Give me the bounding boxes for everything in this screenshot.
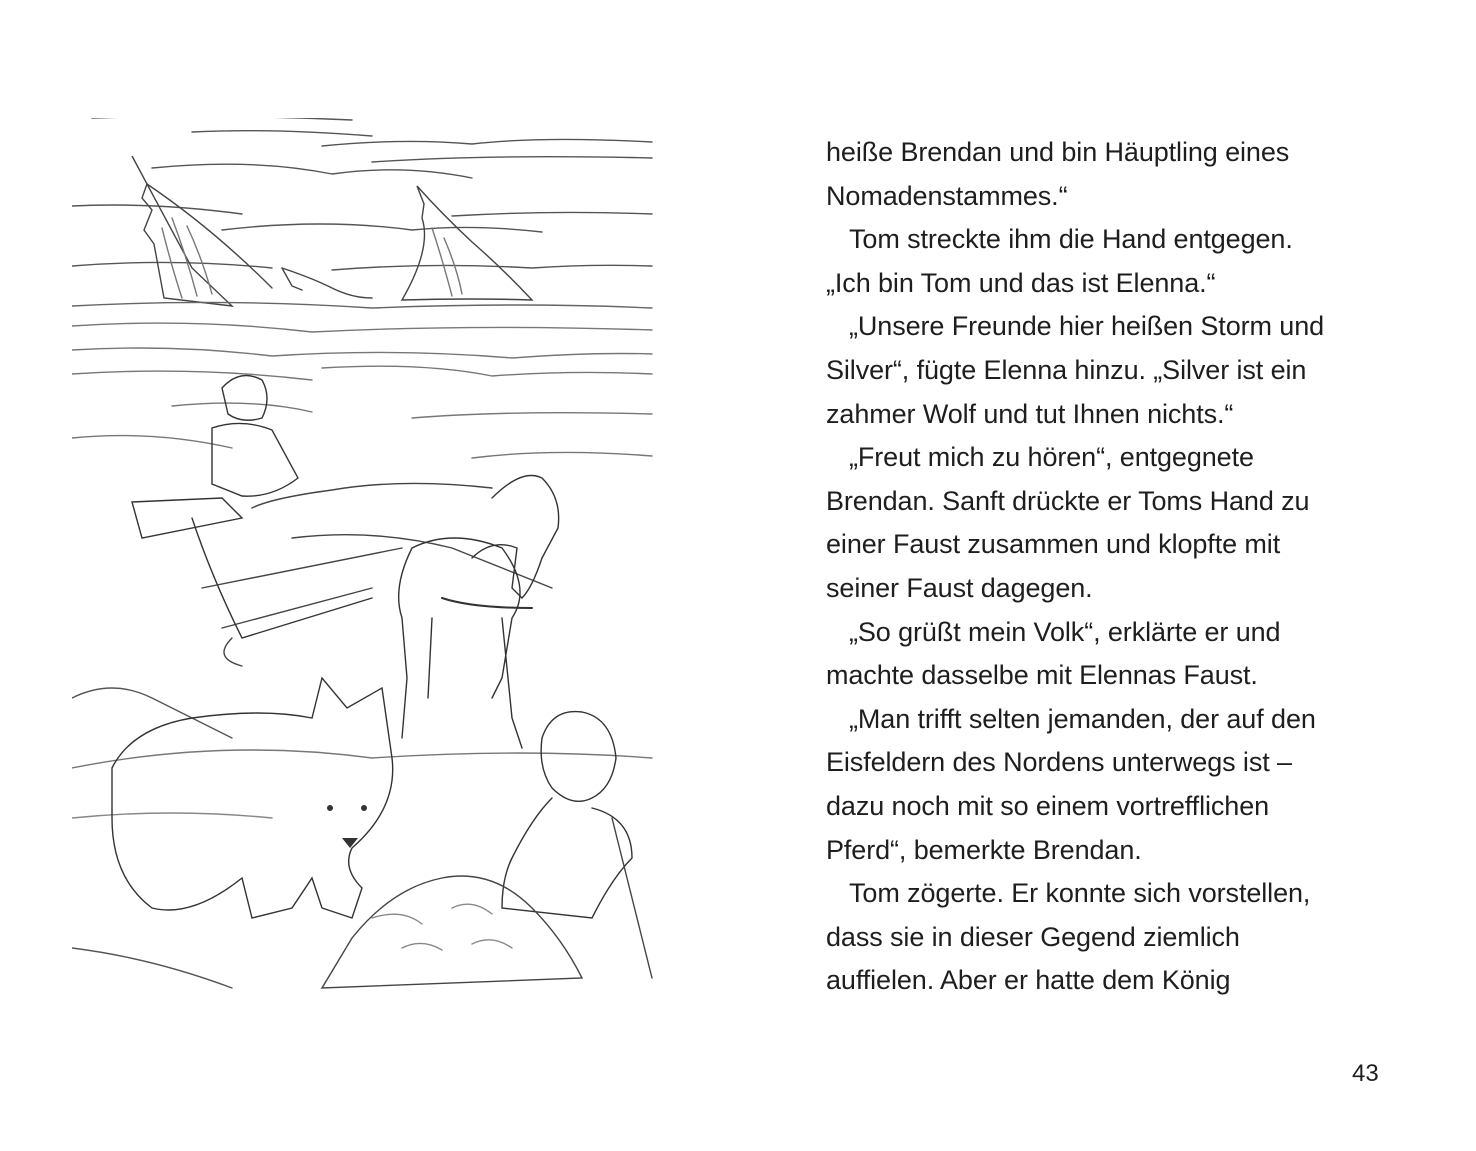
text-line: zahmer Wolf und tut Ihnen nichts.“ bbox=[826, 398, 1234, 429]
text-line: „Unsere Freunde hier heißen Storm und bbox=[849, 311, 1325, 342]
text-line: „Freut mich zu hören“, entgegnete bbox=[849, 442, 1254, 473]
page-number: 43 bbox=[1352, 1060, 1379, 1087]
text-line: einer Faust zusammen und klopfte mit bbox=[826, 529, 1281, 560]
text-line: Pferd“, bemerkte Brendan. bbox=[826, 834, 1142, 865]
text-line: Eisfeldern des Nordens unterwegs ist – bbox=[826, 747, 1292, 778]
illustration-drawing bbox=[72, 118, 662, 998]
text-line: seiner Faust dagegen. bbox=[826, 572, 1093, 603]
text-line: dass sie in dieser Gegend ziemlich bbox=[826, 921, 1240, 952]
text-line: Nomadenstammes.“ bbox=[826, 180, 1068, 211]
text-line: Brendan. Sanft drückte er Toms Hand zu bbox=[826, 485, 1310, 516]
sketch-illustration bbox=[72, 118, 662, 998]
text-line: dazu noch mit so einem vortrefflichen bbox=[826, 790, 1270, 821]
text-line: „So grüßt mein Volk“, erklärte er und bbox=[849, 616, 1281, 647]
text-line: Tom zögerte. Er konnte sich vorstellen, bbox=[849, 878, 1311, 909]
text-line: machte dasselbe mit Elennas Faust. bbox=[826, 660, 1258, 691]
text-line: Silver“, fügte Elenna hinzu. „Silver ist ein bbox=[826, 354, 1307, 385]
text-line: „Ich bin Tom und das ist Elenna.“ bbox=[826, 267, 1216, 298]
text-line: Tom streckte ihm die Hand entgegen. bbox=[849, 224, 1293, 255]
body-text bbox=[826, 131, 1406, 1003]
text-line: „Man trifft selten jemanden, der auf den bbox=[849, 703, 1316, 734]
text-line: auffielen. Aber er hatte dem König bbox=[826, 965, 1231, 996]
text-line: heiße Brendan und bin Häuptling eines bbox=[826, 137, 1290, 167]
